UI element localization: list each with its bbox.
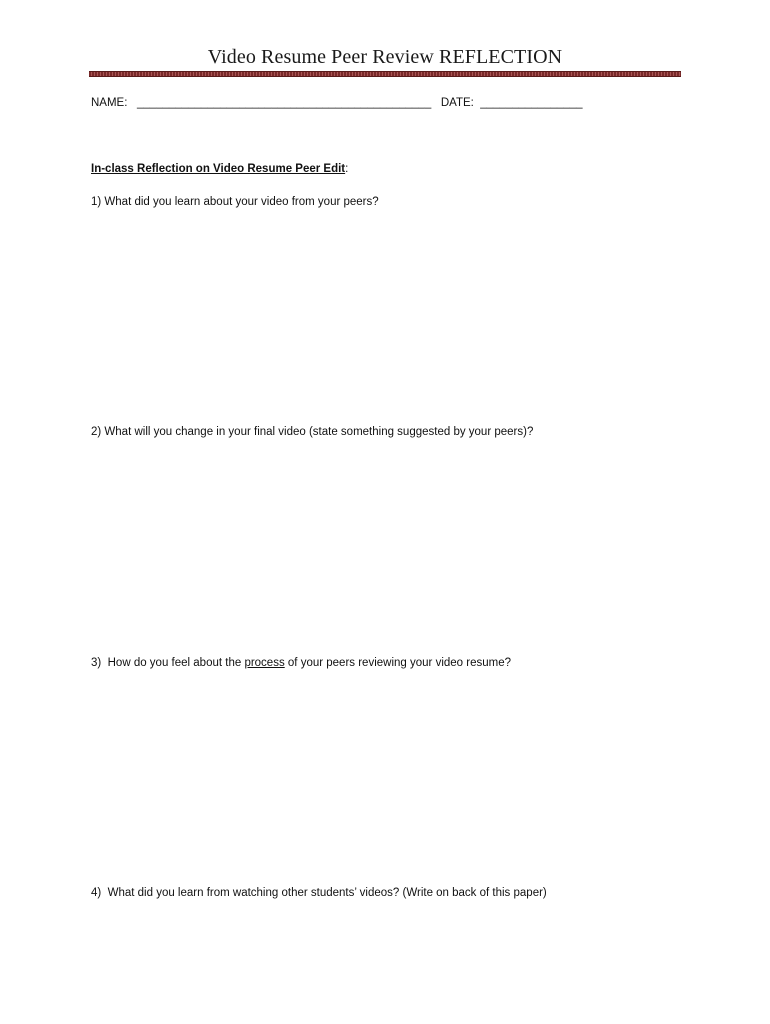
title-divider [89,71,681,77]
question-3-underlined: process [244,657,285,669]
question-3-post: of your peers reviewing your video resume? [284,657,511,669]
section-heading-text: In-class Reflection on Video Resume Peer Edit [91,163,346,175]
page-title: Video Resume Peer Review REFLECTION [207,46,563,68]
name-blank[interactable]: ______________________________________________ [137,97,432,109]
question-1: 1) What did you learn about your video from your peers? [91,196,379,208]
question-4: 4) What did you learn from watching other students’ videos? (Write on back of this paper) [91,887,547,899]
date-blank[interactable]: ________________ [480,97,583,109]
name-label: NAME: [91,97,128,109]
question-3 [91,657,511,669]
question-3-pre: 3) How do you feel about the [91,657,245,669]
name-date-line [91,97,583,109]
section-heading [91,163,348,175]
section-heading-colon: : [345,163,349,175]
date-label: DATE: [440,97,474,109]
question-2: 2) What will you change in your final video (state something suggested by your peers)? [91,426,534,438]
